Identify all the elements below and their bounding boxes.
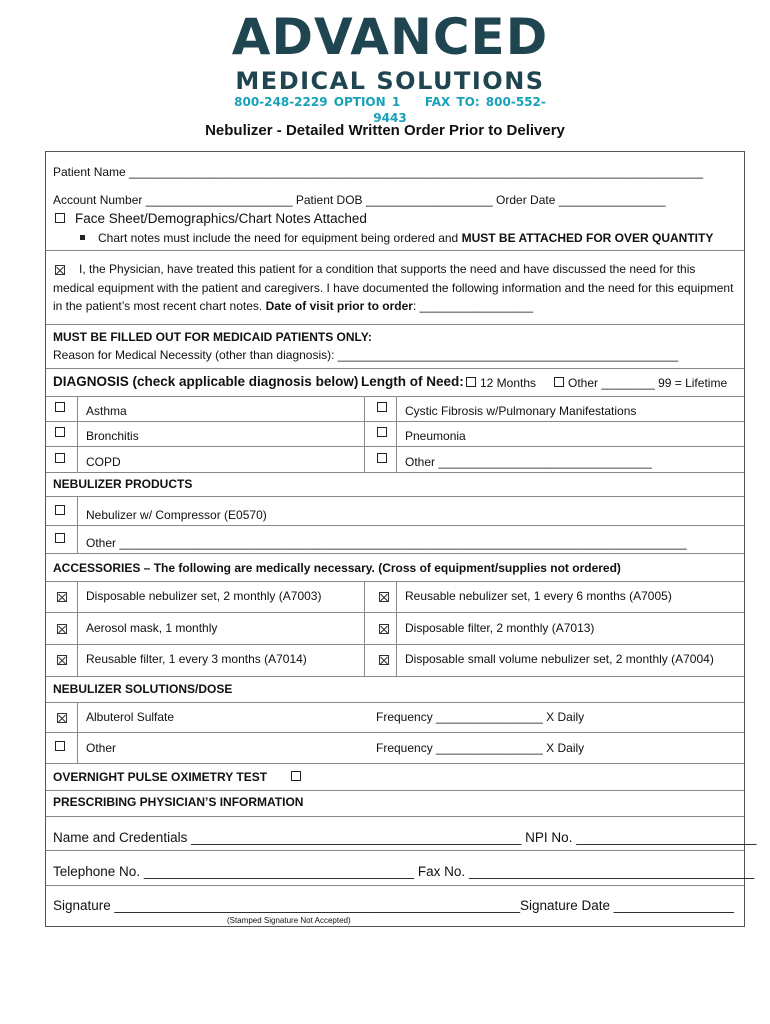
acc-mask-label: Aerosol mask, 1 monthly xyxy=(86,621,218,635)
col-divider xyxy=(77,396,78,472)
sol-albuterol-checkbox[interactable] xyxy=(57,713,67,723)
company-logo xyxy=(225,6,555,125)
diag-other-checkbox[interactable] xyxy=(377,453,387,463)
diag-other-field[interactable]: Other ________________________________ xyxy=(405,455,652,469)
medicaid-heading: MUST BE FILLED OUT FOR MEDICAID PATIENTS ONLY: xyxy=(53,330,372,344)
order-form xyxy=(45,151,757,927)
diag-bronchitis-checkbox[interactable] xyxy=(55,427,65,437)
sol-albuterol-frequency[interactable]: Frequency ________________ X Daily xyxy=(376,710,585,724)
divider xyxy=(46,324,744,325)
divider xyxy=(46,644,744,645)
length-other-label: Other ________ 99 = Lifetime xyxy=(568,376,728,390)
logo-subtitle: MEDICAL SOLUTIONS xyxy=(235,67,545,95)
col-divider xyxy=(364,396,365,472)
divider xyxy=(46,850,744,851)
sol-albuterol-label: Albuterol Sulfate xyxy=(86,710,175,724)
col-divider xyxy=(77,581,78,676)
logo-phone: 800-248-2229 OPTION 1 xyxy=(234,95,401,109)
chart-note-text: Chart notes must include the need for equipment being ordered and MUST BE ATTACHED FOR OVER QUANTITY xyxy=(98,231,714,245)
product-compressor-checkbox[interactable] xyxy=(55,505,65,515)
diag-bronchitis-label: Bronchitis xyxy=(86,429,139,443)
divider xyxy=(46,885,744,886)
oximetry-heading: OVERNIGHT PULSE OXIMETRY TEST xyxy=(53,770,268,784)
col-divider xyxy=(396,396,397,472)
length-of-need-label: Length of Need: xyxy=(361,374,464,389)
name-npi-field[interactable]: Name and Credentials ____________________________________________ NPI No. ________________________ xyxy=(53,830,757,845)
product-compressor-label: Nebulizer w/ Compressor (E0570) xyxy=(86,508,267,522)
divider xyxy=(46,763,744,764)
diag-pneumonia-checkbox[interactable] xyxy=(377,427,387,437)
col-divider xyxy=(364,581,365,676)
sol-other-frequency[interactable]: Frequency ________________ X Daily xyxy=(376,741,585,755)
length-12-months-label: 12 Months xyxy=(480,376,537,390)
divider xyxy=(46,732,744,733)
diag-cystic-fibrosis-label: Cystic Fibrosis w/Pulmonary Manifestations xyxy=(405,404,637,418)
acc-a7005-label: Reusable nebulizer set, 1 every 6 months (A7005) xyxy=(405,589,672,603)
medicaid-reason-field[interactable]: Reason for Medical Necessity (other than diagnosis): ___________________________________________________ xyxy=(53,348,679,362)
accessories-heading: ACCESSORIES – The following are medically necessary. (Cross of equipment/supplies not ordered) xyxy=(53,561,621,575)
sol-other-label: Other xyxy=(86,741,117,755)
divider xyxy=(46,702,744,703)
physician-heading: PRESCRIBING PHYSICIAN’S INFORMATION xyxy=(53,795,304,809)
signature-field[interactable]: Signature ______________________________________________________ xyxy=(53,898,520,913)
diag-pneumonia-label: Pneumonia xyxy=(405,429,466,443)
divider xyxy=(46,250,744,251)
sol-other-checkbox[interactable] xyxy=(55,741,65,751)
acc-mask-checkbox[interactable] xyxy=(57,624,67,634)
divider xyxy=(46,396,744,397)
diagnosis-heading: DIAGNOSIS (check applicable diagnosis below) xyxy=(53,374,359,389)
divider xyxy=(46,472,744,473)
length-12-months-checkbox[interactable] xyxy=(466,377,476,387)
divider xyxy=(46,612,744,613)
attestation-text: I, the Physician, have treated this patient for a condition that supports the need and have discussed the need for this medical equipment with the patient and caregivers. I have documented the following information and the need for this equipment in the patient’s most recent chart notes. Date of visit prior to order: _________________ xyxy=(53,262,734,313)
logo-brand: ADVANCED xyxy=(231,8,549,66)
product-other-checkbox[interactable] xyxy=(55,533,65,543)
acc-a7003-label: Disposable nebulizer set, 2 monthly (A7003) xyxy=(86,589,322,603)
divider xyxy=(46,368,744,369)
acc-a7003-checkbox[interactable] xyxy=(57,592,67,602)
divider xyxy=(46,496,744,497)
divider xyxy=(46,525,744,526)
page-title: Nebulizer - Detailed Written Order Prior to Delivery xyxy=(205,122,565,139)
oximetry-checkbox[interactable] xyxy=(291,771,301,781)
face-sheet-label: Face Sheet/Demographics/Chart Notes Attached xyxy=(75,211,367,226)
diag-asthma-checkbox[interactable] xyxy=(55,402,65,412)
length-other-checkbox[interactable] xyxy=(554,377,564,387)
product-other-field[interactable]: Other _____________________________________________________________________________________ xyxy=(86,536,687,550)
acc-a7013-checkbox[interactable] xyxy=(379,624,389,634)
acc-a7014-label: Reusable filter, 1 every 3 months (A7014) xyxy=(86,652,307,666)
divider xyxy=(46,446,744,447)
acc-a7004-checkbox[interactable] xyxy=(379,655,389,665)
bullet-icon xyxy=(80,235,85,240)
diag-copd-checkbox[interactable] xyxy=(55,453,65,463)
patient-name-field[interactable]: Patient Name ______________________________________________________________________________________ xyxy=(53,165,703,179)
signature-date-field[interactable]: Signature Date ________________ xyxy=(520,898,734,913)
diag-copd-label: COPD xyxy=(86,455,121,469)
logo-fax: FAX TO: 800-552-9443 xyxy=(373,95,546,125)
stamp-note: (Stamped Signature Not Accepted) xyxy=(227,916,351,925)
solutions-heading: NEBULIZER SOLUTIONS/DOSE xyxy=(53,682,233,696)
account-dob-order-field[interactable]: Account Number ______________________ Patient DOB ___________________ Order Date ________________ xyxy=(53,193,666,207)
diag-asthma-label: Asthma xyxy=(86,404,127,418)
divider xyxy=(46,790,744,791)
diag-cystic-fibrosis-checkbox[interactable] xyxy=(377,402,387,412)
divider xyxy=(46,816,744,817)
divider xyxy=(46,421,744,422)
acc-a7004-label: Disposable small volume nebulizer set, 2 monthly (A7004) xyxy=(405,652,714,666)
face-sheet-checkbox[interactable] xyxy=(55,213,65,223)
acc-a7013-label: Disposable filter, 2 monthly (A7013) xyxy=(405,621,595,635)
col-divider xyxy=(396,581,397,676)
divider xyxy=(46,676,744,677)
divider xyxy=(46,553,744,554)
divider xyxy=(46,581,744,582)
acc-a7005-checkbox[interactable] xyxy=(379,592,389,602)
products-heading: NEBULIZER PRODUCTS xyxy=(53,477,193,491)
telephone-fax-field[interactable]: Telephone No. ____________________________________ Fax No. ______________________________________ xyxy=(53,864,755,879)
acc-a7014-checkbox[interactable] xyxy=(57,655,67,665)
